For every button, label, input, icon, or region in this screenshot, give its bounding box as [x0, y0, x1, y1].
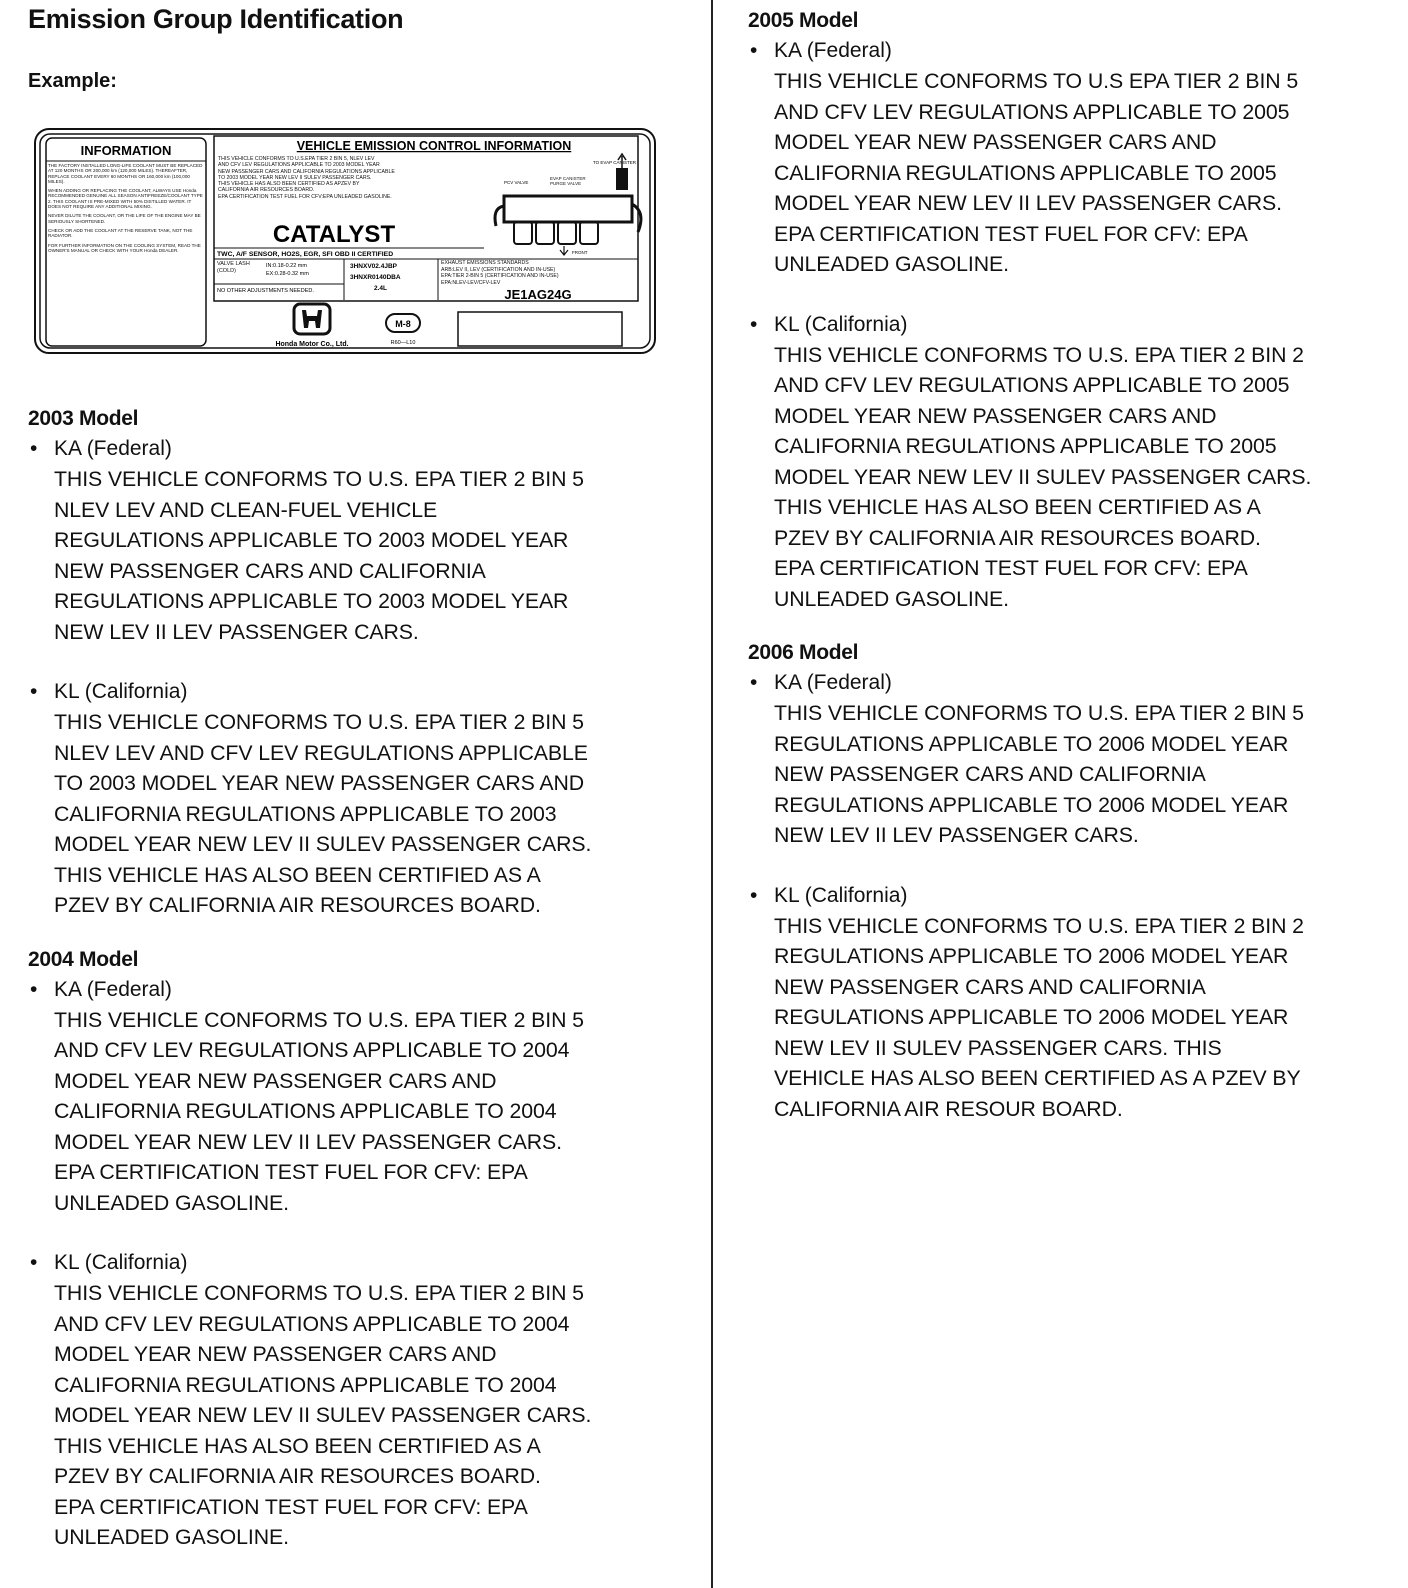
- entry-kl-california: [28, 677, 698, 921]
- model-title: 2005 Model: [748, 9, 859, 32]
- entry-head: • KA (Federal): [748, 36, 1404, 66]
- maker-name: Honda Motor Co., Ltd.: [275, 341, 349, 348]
- m8-label: M-8: [395, 319, 411, 329]
- model-2003: [28, 404, 698, 921]
- bullet-icon: •: [30, 680, 38, 703]
- page-title: Emission Group Identification: [28, 4, 404, 34]
- entry-head: • KL (California): [28, 677, 698, 707]
- entry-head: • KL (California): [748, 881, 1404, 911]
- bullet-icon: •: [750, 883, 758, 907]
- family-code-2: 3HNXR0140DBA: [350, 274, 401, 281]
- entry-kl-california: [748, 881, 1404, 1125]
- bullet-icon: •: [750, 671, 758, 694]
- bullet-icon: •: [750, 312, 758, 336]
- entry-text: THIS VEHICLE CONFORMS TO U.S. EPA TIER 2 BIN 2 REGULATIONS APPLICABLE TO 2006 MODEL YEAR NEW PASSENGER CARS AND CALIFORNIA REGULATIONS APPLICABLE TO 2006 MODEL YEAR NEW LEV II SULEV PASSENGER CARS. THIS VEHICLE HAS ALSO BEEN CERTIFIED AS A PZEV BY CALIFORNIA AIR RESOUR BOARD.: [774, 913, 1304, 1121]
- entry-text: THIS VEHICLE CONFORMS TO U.S. EPA TIER 2 BIN 5 AND CFV LEV REGULATIONS APPLICABLE TO 2004 MODEL YEAR NEW PASSENGER CARS AND CALIFORNIA REGULATIONS APPLICABLE TO 2004 MODEL YEAR NEW LEV II LEV PASSENGER CARS. EPA CERTIFICATION TEST FUEL FOR CFV: EPA UNLEADED GASOLINE.: [54, 1007, 584, 1215]
- model-2005: [748, 6, 1404, 614]
- model-title: 2003 Model: [28, 407, 139, 430]
- bullet-icon: •: [30, 437, 38, 460]
- model-2004: [28, 945, 698, 1553]
- family-code-1: 3HNXV02.4JBP: [350, 263, 397, 270]
- entry-head: • KA (Federal): [748, 668, 1404, 698]
- valve-lash-ex: EX:0.28-0.32 mm: [266, 271, 309, 277]
- valve-lash-label: VALVE LASH (COLD): [217, 261, 250, 274]
- valve-lash-in: IN:0.18-0.22 mm: [266, 263, 307, 269]
- info-item: THE FACTORY INSTALLED LONG-LIFE COOLANT MUST BE REPLACED AT 120 MONTHS OR 200,000 km (120,000 MILES). THEREAFTER, REPLACE COOLANT EVERY 60 MONTHS OR 160,000 km (100,000 MILES).: [48, 163, 203, 184]
- model-title: 2004 Model: [28, 947, 139, 971]
- engine-diagram: TO EVAP CANISTER PCV VALVE EVAP CANISTER PURGE VALVE FRONT: [495, 154, 641, 255]
- entry-ka-federal: [748, 668, 1404, 851]
- entry-text: THIS VEHICLE CONFORMS TO U.S. EPA TIER 2 BIN 2 AND CFV LEV REGULATIONS APPLICABLE TO 2005 MODEL YEAR NEW PASSENGER CARS AND CALIFORNIA REGULATIONS APPLICABLE TO 2005 MODEL YEAR NEW LEV II SULEV PASSENGER CARS. THIS VEHICLE HAS ALSO BEEN CERTIFIED AS A PZEV BY CALIFORNIA AIR RESOURCES BOARD. EPA CERTIFICATION TEST FUEL FOR CFV: EPA UNLEADED GASOLINE.: [774, 342, 1312, 611]
- info-item: WHEN ADDING OR REPLACING THE COOLANT, ALWAYS USE Honda RECOMMENDED GENUINE ALL SEASON ANTIFREEZE/COOLANT TYPE 2. THIS COOLANT IS PRE-MIXED WITH 50% DISTILLED WATER. IT DOES NOT REQUIRE ANY ADDITIONAL MIXING.: [48, 188, 203, 210]
- displacement: 2.4L: [374, 285, 388, 292]
- entry-head: • KL (California): [28, 1248, 698, 1278]
- bullet-icon: •: [30, 1251, 38, 1274]
- entry-kl-california: [748, 310, 1404, 615]
- entry-text: THIS VEHICLE CONFORMS TO U.S. EPA TIER 2 BIN 5 REGULATIONS APPLICABLE TO 2006 MODEL YEAR NEW PASSENGER CARS AND CALIFORNIA REGULATIONS APPLICABLE TO 2006 MODEL YEAR NEW LEV II LEV PASSENGER CARS.: [774, 701, 1304, 847]
- entry-head: • KL (California): [748, 310, 1404, 340]
- engine-code: JE1AG24G: [504, 287, 572, 302]
- emission-label-svg: [34, 128, 658, 356]
- vehicle-lines: THIS VEHICLE CONFORMS TO U.S.EPA TIER 2 BIN 5, NLEV LEV AND CFV LEV REGULATIONS APPLICABLE TO 2003 MODEL YEAR NEW PASSENGER CARS AND CALIFORNIA REGULATIONS APPLICABLE TO 2003 MODEL YEAR NEW LEV II SULEV PASSENGER CARS. THIS VEHICLE HAS ALSO BEEN CERTIFIED AS APZEV BY CALIFORNIA AIR RESOURCES BOARD. EPA CERTIFICATION TEST FUEL FOR CFV:EPA UNLEADED GASOLINE.: [218, 156, 395, 200]
- example-label: Example:: [28, 70, 117, 92]
- info-item: CHECK OR ADD THE COOLANT AT THE RESERVE TANK, NOT THE RADIATOR.: [48, 227, 193, 239]
- entry-head: • KA (Federal): [28, 434, 698, 464]
- standards-lines: EXHAUST EMISSIONS STANDARDS ARB:LEV II, LEV (CERTIFICATION AND IN-USE) EPA:TIER 2-BIN 5 (CERTIFICATION AND IN-USE) EPA:NLEV-LEV/CFV-LEV: [441, 260, 559, 286]
- system-line: TWC, A/F SENSOR, HO2S, EGR, SFI OBD II CERTIFIED: [217, 251, 394, 258]
- entry-text: THIS VEHICLE CONFORMS TO U.S. EPA TIER 2 BIN 5 NLEV LEV AND CFV LEV REGULATIONS APPLICABLE TO 2003 MODEL YEAR NEW PASSENGER CARS AND CALIFORNIA REGULATIONS APPLICABLE TO 2003 MODEL YEAR NEW LEV II SULEV PASSENGER CARS. THIS VEHICLE HAS ALSO BEEN CERTIFIED AS A PZEV BY CALIFORNIA AIR RESOURCES BOARD.: [54, 710, 592, 917]
- info-item: NEVER DILUTE THE COOLANT, OR THE LIFE OF THE ENGINE MAY BE SERIOUSLY SHORTENED.: [48, 213, 201, 224]
- bullet-icon: •: [750, 39, 758, 62]
- svg-text:FRONT: FRONT: [572, 250, 588, 255]
- model-2006: [748, 638, 1404, 1124]
- vehicle-title: VEHICLE EMISSION CONTROL INFORMATION: [296, 139, 572, 153]
- entry-ka-federal: [748, 36, 1404, 280]
- entry-head: • KA (Federal): [28, 975, 698, 1005]
- info-title: INFORMATION: [80, 143, 172, 158]
- left-column: [28, 404, 698, 1577]
- part-number: R60—L10: [390, 340, 416, 346]
- right-column: [748, 6, 1404, 1148]
- entry-ka-federal: [28, 434, 698, 647]
- model-title: 2006 Model: [748, 641, 859, 664]
- column-divider: [711, 0, 713, 1588]
- svg-text:TO EVAP CANISTER: TO EVAP CANISTER: [592, 160, 636, 165]
- no-adjust-note: NO OTHER ADJUSTMENTS NEEDED.: [217, 288, 314, 294]
- entry-ka-federal: [28, 975, 698, 1219]
- svg-text:PCV VALVE: PCV VALVE: [504, 180, 529, 185]
- entry-kl-california: [28, 1248, 698, 1553]
- info-items: [48, 163, 204, 343]
- entry-text: THIS VEHICLE CONFORMS TO U.S. EPA TIER 2 BIN 5 AND CFV LEV REGULATIONS APPLICABLE TO 2004 MODEL YEAR NEW PASSENGER CARS AND CALIFORNIA REGULATIONS APPLICABLE TO 2004 MODEL YEAR NEW LEV II SULEV PASSENGER CARS. THIS VEHICLE HAS ALSO BEEN CERTIFIED AS A PZEV BY CALIFORNIA AIR RESOURCES BOARD. EPA CERTIFICATION TEST FUEL FOR CFV: EPA UNLEADED GASOLINE.: [54, 1281, 592, 1549]
- entry-text: THIS VEHICLE CONFORMS TO U.S EPA TIER 2 BIN 5 AND CFV LEV REGULATIONS APPLICABLE TO 2005 MODEL YEAR NEW PASSENGER CARS AND CALIFORNIA REGULATIONS APPLICABLE TO 2005 MODEL YEAR NEW LEV II LEV PASSENGER CARS. EPA CERTIFICATION TEST FUEL FOR CFV: EPA UNLEADED GASOLINE.: [774, 69, 1299, 276]
- emission-label-illustration: [34, 128, 658, 356]
- info-item: FOR FURTHER INFORMATION ON THE COOLING SYSTEM, READ THE OWNER'S MANUAL OR CHECK WITH YOUR Honda DEALER.: [48, 242, 201, 253]
- catalyst-label: CATALYST: [272, 221, 396, 248]
- entry-text: THIS VEHICLE CONFORMS TO U.S. EPA TIER 2 BIN 5 NLEV LEV AND CLEAN-FUEL VEHICLE REGULATIONS APPLICABLE TO 2003 MODEL YEAR NEW PASSENGER CARS AND CALIFORNIA REGULATIONS APPLICABLE TO 2003 MODEL YEAR NEW LEV II LEV PASSENGER CARS.: [54, 467, 584, 644]
- bullet-icon: •: [30, 977, 38, 1001]
